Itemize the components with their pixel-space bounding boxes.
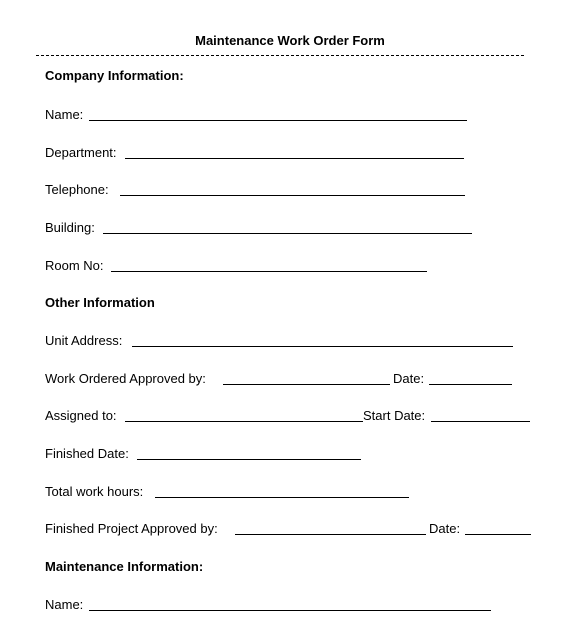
start-date-label: Start Date: — [363, 408, 426, 423]
total-work-hours-label: Total work hours: — [45, 484, 144, 499]
finished-project-date-field[interactable] — [465, 534, 531, 535]
department-label: Department: — [45, 145, 117, 160]
finished-project-approved-by-label: Finished Project Approved by: — [45, 521, 218, 536]
room-no-label: Room No: — [45, 258, 104, 273]
building-field[interactable] — [103, 233, 472, 234]
unit-address-label: Unit Address: — [45, 333, 123, 348]
total-work-hours-field[interactable] — [155, 497, 409, 498]
finished-project-date-label: Date: — [429, 521, 461, 536]
date-field[interactable] — [429, 384, 512, 385]
unit-address-field[interactable] — [132, 346, 513, 347]
start-date-field[interactable] — [431, 421, 530, 422]
telephone-label: Telephone: — [45, 182, 109, 197]
form-title: Maintenance Work Order Form — [195, 33, 385, 48]
maintenance-name-label: Name: — [45, 597, 84, 612]
maintenance-name-field[interactable] — [89, 610, 491, 611]
name-field[interactable] — [89, 120, 467, 121]
assigned-to-label: Assigned to: — [45, 408, 117, 423]
finished-date-field[interactable] — [137, 459, 361, 460]
work-ordered-approved-by-field[interactable] — [223, 384, 390, 385]
telephone-field[interactable] — [120, 195, 465, 196]
department-field[interactable] — [125, 158, 464, 159]
date-label: Date: — [393, 371, 425, 386]
work-ordered-approved-by-label: Work Ordered Approved by: — [45, 371, 206, 386]
name-label: Name: — [45, 107, 84, 122]
dashed-divider — [36, 55, 524, 56]
other-section-heading: Other Information — [45, 295, 155, 310]
room-no-field[interactable] — [111, 271, 427, 272]
assigned-to-field[interactable] — [125, 421, 363, 422]
maintenance-section-heading: Maintenance Information: — [45, 559, 204, 574]
building-label: Building: — [45, 220, 95, 235]
finished-date-label: Finished Date: — [45, 446, 129, 461]
finished-project-approved-by-field[interactable] — [235, 534, 426, 535]
company-section-heading: Company Information: — [45, 68, 184, 83]
